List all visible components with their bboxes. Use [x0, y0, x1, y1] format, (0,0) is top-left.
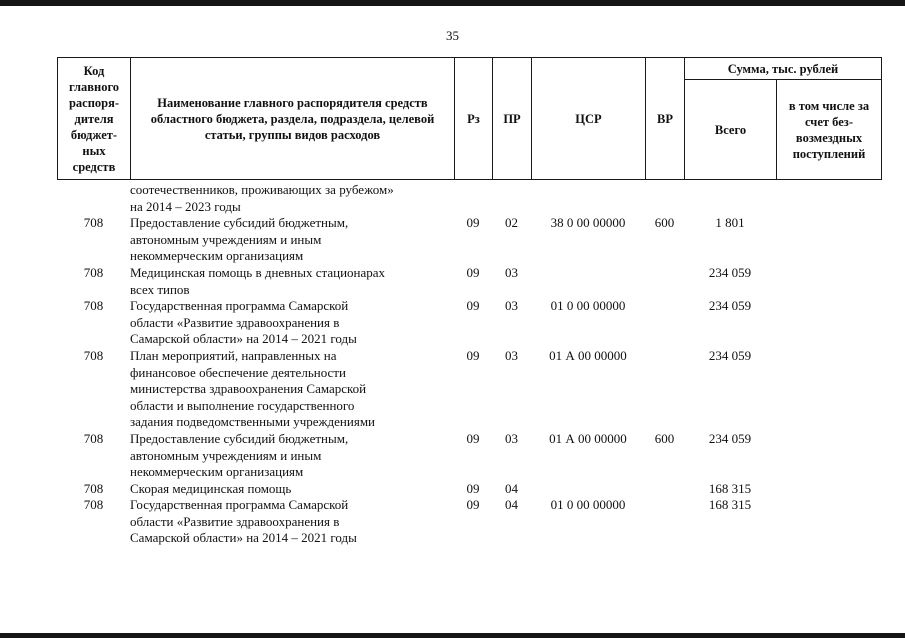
vr-cell: [645, 481, 684, 498]
name-line: Государственная программа Самарской: [130, 298, 349, 314]
top-border: [0, 0, 905, 6]
name-line: области и выполнение государственного: [130, 397, 355, 413]
header-name: Наименование главного распорядителя средств областного бюджета, раздела, подраздела, целевой статьи, группы видов расходов: [131, 58, 455, 180]
total-cell: [684, 182, 776, 215]
pr-cell: 04: [505, 480, 518, 496]
rz-cell: 09: [466, 480, 480, 496]
total-cell: 168 315: [708, 497, 752, 513]
code-cell: 708: [83, 298, 104, 314]
name-cell: [130, 481, 454, 498]
vr-cell: [645, 298, 684, 348]
name-line: автономным учреждениям и иным: [130, 447, 322, 463]
code-cell: 708: [83, 215, 104, 231]
header-total: Всего: [685, 80, 777, 180]
name-cell: [130, 298, 454, 348]
name-cell: [130, 348, 454, 431]
name-line: Самарской области» на 2014 – 2021 годы: [130, 331, 357, 347]
header-rz: Рз: [455, 58, 493, 180]
csr-cell: [531, 182, 645, 215]
grants-cell: [776, 182, 881, 215]
name-line: задания подведомственными учреждениями: [130, 414, 376, 430]
rz-cell: 09: [466, 264, 480, 280]
rz-cell: 09: [466, 298, 480, 314]
total-cell: 234 059: [708, 298, 752, 314]
pr-cell: 03: [505, 430, 518, 446]
pr-cell: 03: [505, 298, 518, 314]
code-cell: 708: [83, 347, 104, 363]
name-cell: [130, 265, 454, 298]
total-cell: 234 059: [708, 347, 752, 363]
name-line: некоммерческим организациям: [130, 248, 304, 264]
csr-cell: 01 0 00 00000: [550, 298, 626, 314]
bottom-border: [0, 633, 905, 638]
header-code: Код главного распоря-дителя бюджет-ных средств: [58, 58, 131, 180]
pr-cell: 02: [505, 215, 518, 231]
table-row: [57, 215, 881, 265]
csr-cell: 38 0 00 00000: [550, 215, 626, 231]
rz-cell: 09: [466, 430, 480, 446]
name-cell: [130, 431, 454, 481]
pr-cell: [492, 182, 531, 215]
table-header: [57, 57, 882, 180]
name-line: всех типов: [130, 281, 190, 297]
table-row: [57, 182, 881, 215]
name-line: соотечественников, проживающих за рубежом»: [130, 182, 394, 197]
grants-cell: [776, 265, 881, 298]
grants-cell: [776, 431, 881, 481]
table-row: [57, 348, 881, 431]
name-line: области «Развитие здравоохранения в: [130, 314, 340, 330]
vr-cell: 600: [654, 430, 675, 446]
header-vr: ВР: [646, 58, 685, 180]
csr-cell: 01 А 00 00000: [549, 430, 627, 446]
name-line: некоммерческим организациям: [130, 464, 304, 480]
rz-cell: [454, 182, 492, 215]
name-cell: [130, 497, 454, 547]
header-csr: ЦСР: [532, 58, 646, 180]
pr-cell: 03: [505, 347, 518, 363]
csr-cell: 01 0 00 00000: [550, 497, 626, 513]
total-cell: 1 801: [715, 215, 745, 231]
rz-cell: 09: [466, 215, 480, 231]
pr-cell: 03: [505, 264, 518, 280]
name-line: на 2014 – 2023 годы: [130, 198, 241, 214]
code-cell: [57, 182, 130, 215]
name-line: Самарской области» на 2014 – 2021 годы: [130, 530, 357, 546]
name-line: Предоставление субсидий бюджетным,: [130, 430, 349, 446]
csr-cell: 01 А 00 00000: [549, 347, 627, 363]
rz-cell: 09: [466, 347, 480, 363]
vr-cell: [645, 348, 684, 431]
name-line: План мероприятий, направленных на: [130, 347, 337, 363]
table-row: [57, 265, 881, 298]
header-sum: Сумма, тыс. рублей: [685, 58, 882, 80]
code-cell: 708: [83, 264, 104, 280]
grants-cell: [776, 215, 881, 265]
code-cell: 708: [83, 480, 104, 496]
total-cell: 168 315: [708, 480, 752, 496]
table-row: [57, 497, 881, 547]
pr-cell: 04: [505, 497, 518, 513]
name-line: области «Развитие здравоохранения в: [130, 513, 340, 529]
name-line: Медицинская помощь в дневных стационарах: [130, 264, 386, 280]
table-row: [57, 298, 881, 348]
grants-cell: [776, 298, 881, 348]
table-body: [57, 182, 881, 547]
table-row: [57, 481, 881, 498]
page-number: 35: [446, 28, 459, 43]
name-line: финансовое обеспечение деятельности: [130, 364, 346, 380]
code-cell: 708: [83, 430, 104, 446]
header-pr: ПР: [493, 58, 532, 180]
name-line: Скорая медицинская помощь: [130, 480, 292, 496]
vr-cell: [645, 182, 684, 215]
name-line: Государственная программа Самарской: [130, 497, 349, 513]
rz-cell: 09: [466, 497, 480, 513]
table-row: [57, 431, 881, 481]
total-cell: 234 059: [708, 264, 752, 280]
grants-cell: [776, 348, 881, 431]
name-line: министерства здравоохранения Самарской: [130, 381, 367, 397]
csr-cell: [531, 481, 645, 498]
grants-cell: [776, 481, 881, 498]
grants-cell: [776, 497, 881, 547]
code-cell: 708: [83, 497, 104, 513]
name-cell: [130, 182, 454, 215]
header-grants: в том числе за счет без-возмездных поступлений: [777, 80, 882, 180]
name-line: автономным учреждениям и иным: [130, 231, 322, 247]
vr-cell: 600: [654, 215, 675, 231]
total-cell: 234 059: [708, 430, 752, 446]
name-line: Предоставление субсидий бюджетным,: [130, 215, 349, 231]
name-cell: [130, 215, 454, 265]
vr-cell: [645, 497, 684, 547]
csr-cell: [531, 265, 645, 298]
vr-cell: [645, 265, 684, 298]
